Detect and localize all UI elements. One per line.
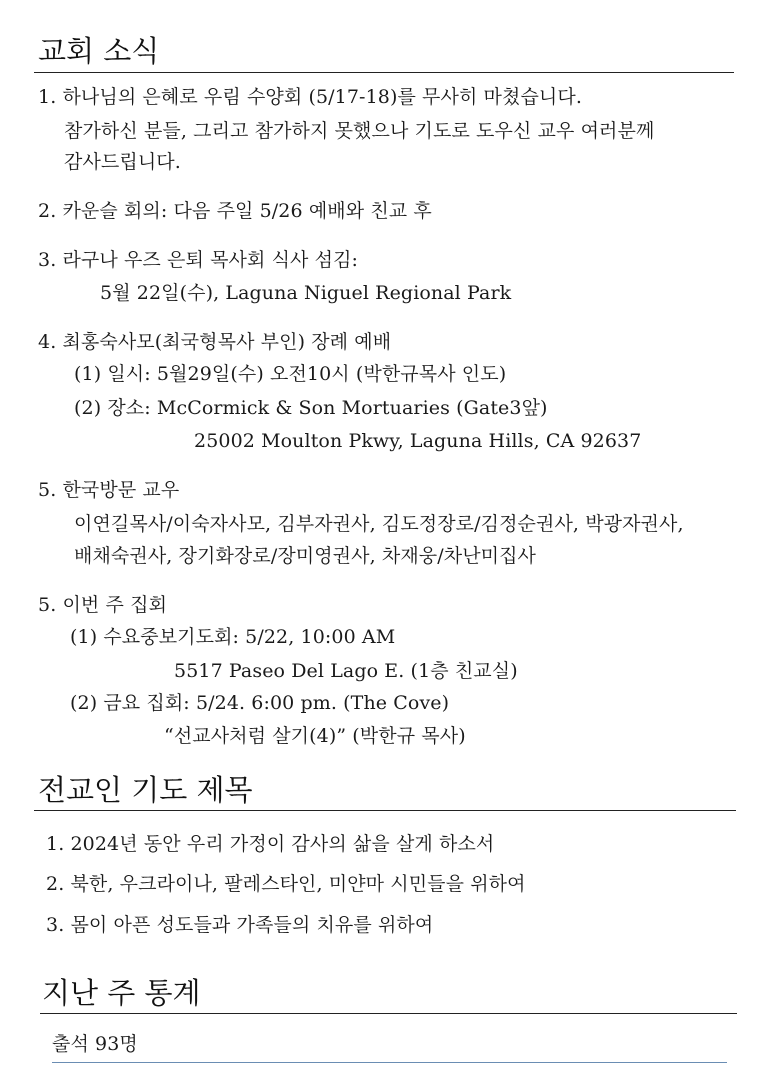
news-item-4-place: (2) 장소: McCormick & Son Mortuaries (Gate3앞) (74, 397, 548, 419)
section-title-stats: 지난 주 통계 (42, 976, 201, 1010)
section-divider (34, 72, 734, 73)
news-item-5: 5. 한국방문 교우 (38, 479, 180, 501)
attendance-count: 출석 93명 (52, 1033, 138, 1055)
news-item-6-wed-place: 5517 Paseo Del Lago E. (1층 친교실) (174, 660, 518, 682)
prayer-item: 2. 북한, 우크라이나, 팔레스타인, 미얀마 시민들을 위하여 (46, 873, 526, 895)
news-item-3-detail: 5월 22일(수), Laguna Niguel Regional Park (100, 282, 512, 304)
news-item-6-fri: (2) 금요 집회: 5/24. 6:00 pm. (The Cove) (70, 692, 450, 714)
news-item-1: 1. 하나님의 은혜로 우림 수양회 (5/17-18)를 무사히 마쳤습니다. (38, 86, 582, 108)
news-item-4: 4. 최홍숙사모(최국형목사 부인) 장례 예배 (38, 331, 392, 353)
section-divider (34, 810, 736, 811)
news-item-2: 2. 카운슬 회의: 다음 주일 5/26 예배와 친교 후 (38, 200, 432, 222)
news-item-6-fri-title: “선교사처럼 살기(4)” (박한규 목사) (164, 725, 466, 747)
news-item-3: 3. 라구나 우즈 은퇴 목사회 식사 섬김: (38, 249, 359, 271)
news-item-1-cont: 참가하신 분들, 그리고 참가하지 못했으나 기도로 도우신 교우 여러분께 (64, 120, 655, 142)
prayer-item: 3. 몸이 아픈 성도들과 가족들의 치유를 위하여 (46, 914, 434, 936)
news-item-6-wed: (1) 수요중보기도회: 5/22, 10:00 AM (70, 626, 396, 648)
section-divider (40, 1013, 737, 1014)
news-item-6: 5. 이번 주 집회 (38, 594, 168, 616)
table-border (52, 1062, 727, 1063)
news-item-5-names: 배채숙권사, 장기화장로/장미영권사, 차재웅/차난미집사 (74, 545, 537, 567)
prayer-item: 1. 2024년 동안 우리 가정이 감사의 삶을 살게 하소서 (46, 833, 495, 855)
news-item-4-time: (1) 일시: 5월29일(수) 오전10시 (박한규목사 인도) (74, 363, 507, 385)
news-item-4-address: 25002 Moulton Pkwy, Laguna Hills, CA 92637 (194, 430, 642, 452)
news-item-1-cont: 감사드립니다. (64, 151, 181, 173)
section-title-prayer: 전교인 기도 제목 (38, 773, 253, 807)
news-item-5-names: 이연길목사/이숙자사모, 김부자권사, 김도정장로/김정순권사, 박광자권사, (74, 513, 684, 535)
section-title-church-news: 교회 소식 (38, 34, 160, 68)
